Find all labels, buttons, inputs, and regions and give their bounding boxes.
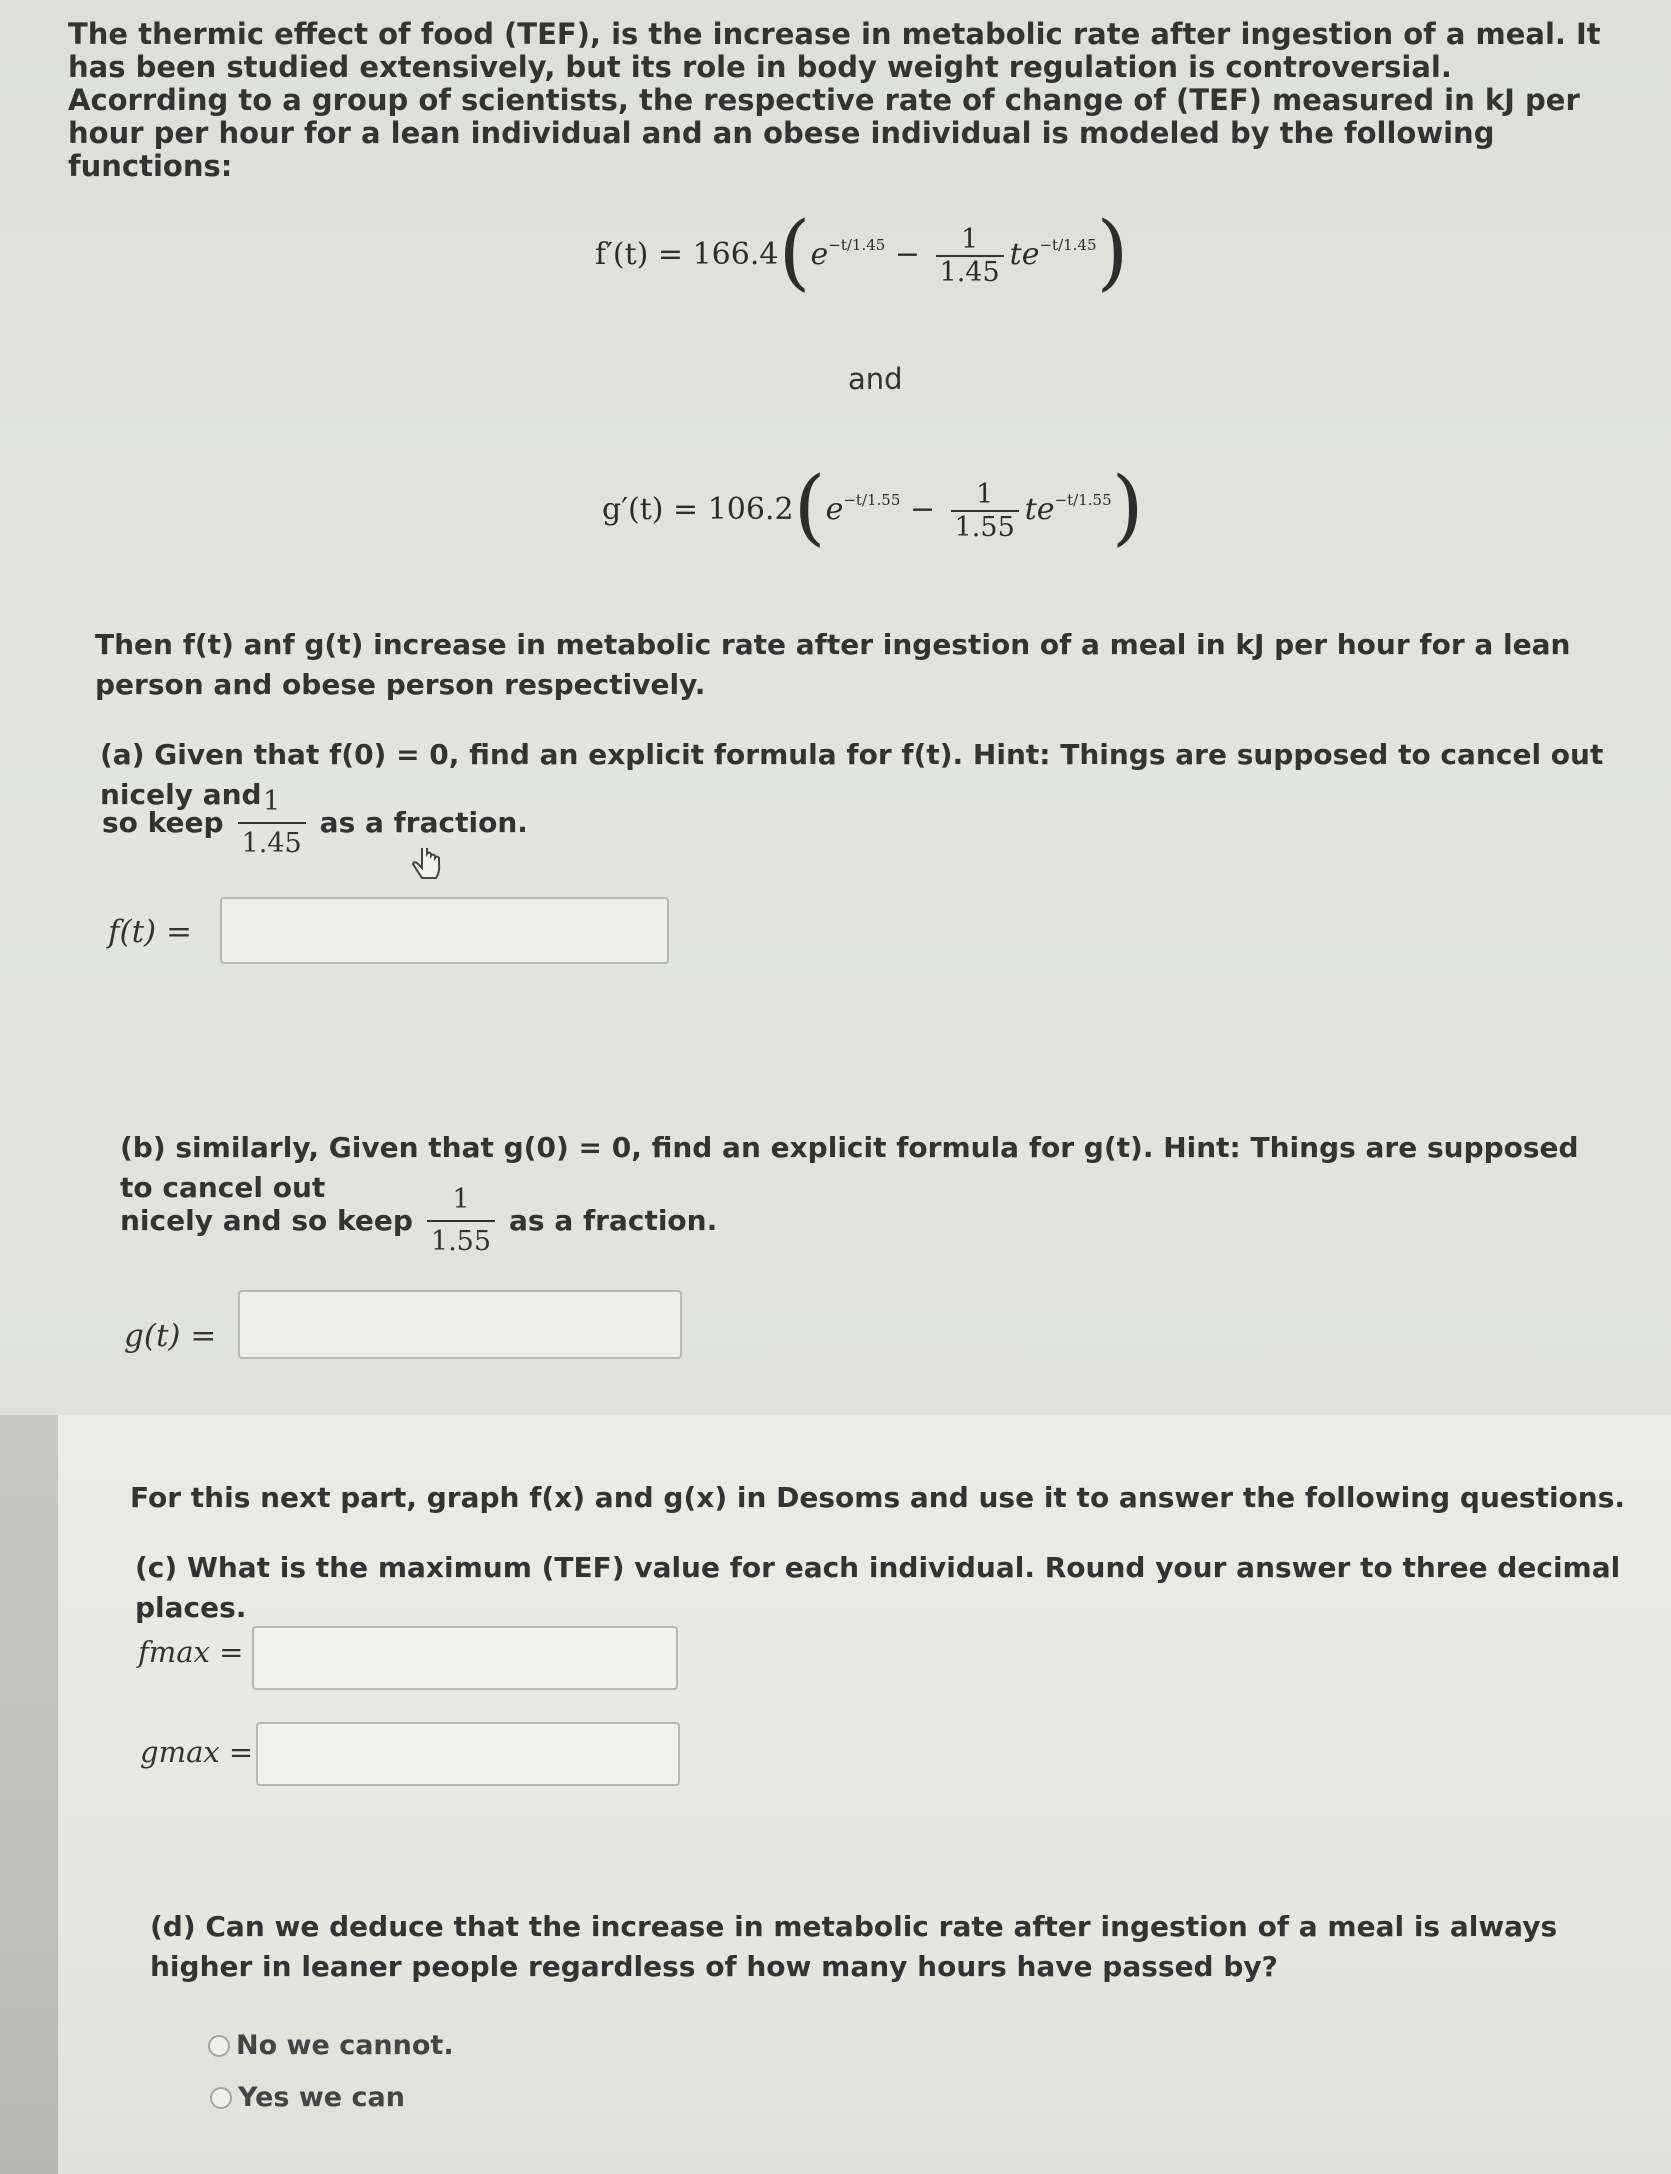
fmax-input[interactable] bbox=[252, 1626, 678, 1690]
part-a-hint bbox=[102, 782, 528, 864]
g-exponent-1: −t/1.55 bbox=[843, 491, 901, 509]
g-answer-label: g(t) = bbox=[124, 1318, 217, 1354]
part-d-text: (d) Can we deduce that the increase in metabolic rate after ingestion of a meal is always higher in leaner people regardless of how many hours have passed by? bbox=[150, 1910, 1558, 1983]
option-yes[interactable] bbox=[210, 2082, 405, 2113]
part-a-frac-den: 1.45 bbox=[241, 828, 302, 859]
part-b-text: (b) similarly, Given that g(0) = 0, find an explicit formula for g(t). Hint: Things are supposed to cancel out bbox=[120, 1131, 1579, 1204]
f-prime-equation: $f'(t) = 166.4(e^{-t/1.45}$ − $\frac{1}{1.45}$ $te^{-t/1.45}$) bbox=[595, 205, 1129, 300]
option-yes-label: Yes we can bbox=[238, 2082, 405, 2113]
f-answer-input[interactable] bbox=[220, 897, 669, 964]
part-b-hint bbox=[120, 1180, 717, 1262]
f-frac-num: 1 bbox=[936, 224, 1004, 257]
part-c-text: (c) What is the maximum (TEF) value for each individual. Round your answer to three decimal places. bbox=[135, 1551, 1621, 1624]
g-answer-input[interactable] bbox=[238, 1290, 682, 1359]
option-no[interactable] bbox=[208, 2030, 454, 2061]
hand-cursor-icon bbox=[410, 848, 444, 886]
g-exponent-2: −t/1.55 bbox=[1054, 491, 1112, 509]
option-no-label: No we cannot. bbox=[236, 2030, 454, 2061]
and-word: and bbox=[848, 362, 903, 396]
problem-intro: The thermic effect of food (TEF), is the increase in metabolic rate after ingestion of a meal. It has been studied extensively, but its role in body weight regulation is controversial. Acorrding to a group of scientists, the respective rate of change of (TEF) measured in kJ per hour per hour for a lean individual and an obese individual is modeled by the following functions: bbox=[68, 17, 1601, 183]
g-te: te bbox=[1024, 492, 1055, 527]
radio-no[interactable] bbox=[208, 2035, 230, 2057]
part-b-as-fraction: as a fraction. bbox=[509, 1204, 718, 1237]
f-exponent-2: −t/1.45 bbox=[1039, 236, 1097, 254]
part-a-text: (a) Given that f(0) = 0, find an explicit formula for f(t). Hint: Things are supposed to cancel out nicely and bbox=[100, 738, 1604, 811]
then-statement: Then f(t) anf g(t) increase in metabolic rate after ingestion of a meal in kJ per hour for a lean person and obese person respectively. bbox=[95, 628, 1571, 701]
part-b-frac-num: 1 bbox=[427, 1180, 495, 1222]
gmax-input[interactable] bbox=[256, 1722, 680, 1786]
part-a-frac-num: 1 bbox=[238, 782, 306, 824]
fmax-label: fmax = bbox=[138, 1635, 244, 1669]
page-edge bbox=[0, 1415, 58, 2174]
radio-yes[interactable] bbox=[210, 2087, 232, 2109]
f-answer-label: f(t) = bbox=[108, 914, 192, 950]
g-prime-equation: $g'(t) = 106.2(e^{-t/1.55}$ − $\frac{1}{1.55}$ $te^{-t/1.55}$) bbox=[602, 460, 1144, 555]
f-frac-den: 1.45 bbox=[939, 257, 1000, 288]
gmax-label: gmax = bbox=[140, 1735, 254, 1769]
g-prime-lhs: g′(t) = 106.2 bbox=[602, 492, 794, 527]
f-prime-lhs: f′(t) = 166.4 bbox=[595, 237, 779, 272]
part-b-keep: nicely and so keep bbox=[120, 1204, 413, 1237]
g-frac-num: 1 bbox=[951, 479, 1019, 512]
g-frac-den: 1.55 bbox=[954, 512, 1015, 543]
part-a-keep: so keep bbox=[102, 806, 224, 839]
part-b-frac-den: 1.55 bbox=[430, 1226, 492, 1257]
part-a-as-fraction: as a fraction. bbox=[319, 806, 528, 839]
f-te: te bbox=[1009, 237, 1040, 272]
f-exponent-1: −t/1.45 bbox=[828, 236, 886, 254]
graph-instructions: For this next part, graph f(x) and g(x) in Desoms and use it to answer the following questions. bbox=[130, 1481, 1626, 1514]
